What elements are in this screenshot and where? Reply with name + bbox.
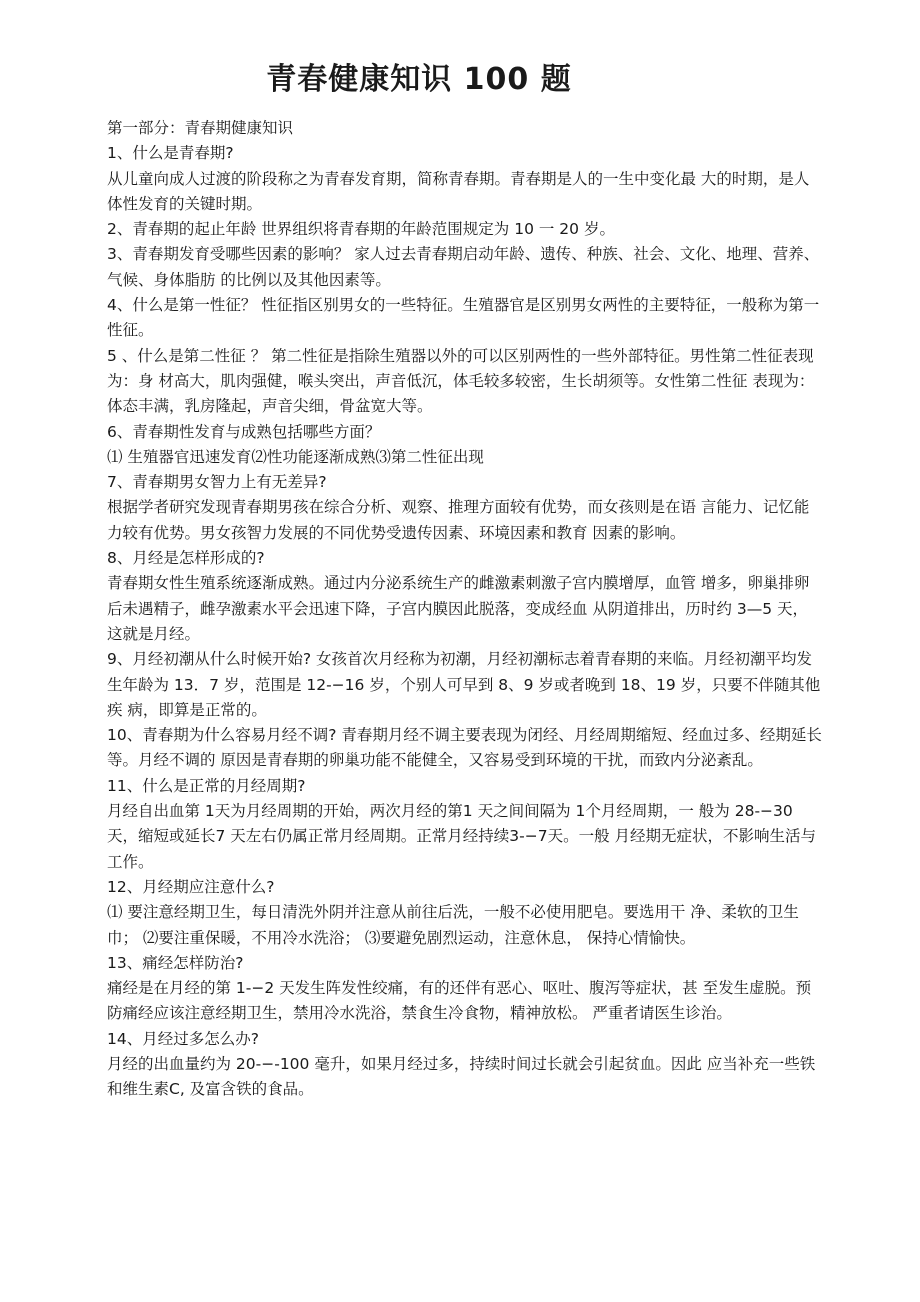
question-1: 1、什么是青春期? [107, 144, 234, 163]
answer-13: 痛经是在月经的第 1-−2 天发生阵发性绞痛，有的还伴有恶心、呕吐、腹泻等症状，甚 至发生虚脱。预防痛经应该注意经期卫生，禁用冷水洗浴，禁食生冷食物，精神放松。 严重者请医生诊治。 [107, 979, 812, 1023]
question-6: 6、青春期性发育与成熟包括哪些方面？ [107, 422, 381, 441]
question-8: 8、月经是怎样形成的? [107, 549, 265, 568]
question-9: 9、月经初潮从什么时候开始? 女孩首次月经称为初潮，月经初潮标志着青春期的来临。月经初潮平均发生年龄为 13．7 岁，范围是 12-−16 岁，个别人可早到 8、9 岁或者晚到 18、19 岁，只要不伴随其他疾 病，即算是正常的。 [107, 650, 821, 719]
document-body [107, 116, 823, 1103]
question-4: 4、什么是第一性征？ 性征指区别男女的一些特征。生殖器官是区别男女两性的主要特征，一般称为第一性征。 [107, 296, 820, 340]
question-12: 12、月经期应注意什么? [107, 877, 275, 896]
section-heading: 第一部分：青春期健康知识 [107, 119, 294, 137]
question-7: 7、青春期男女智力上有无差异? [107, 473, 327, 492]
question-3: 3、青春期发育受哪些因素的影响？ 家人过去青春期启动年龄、遗传、种族、社会、文化、地理、营养、气候、身体脂肪 的比例以及其他因素等。 [107, 245, 820, 289]
answer-12: ⑴ 要注意经期卫生，每日清洗外阴并注意从前往后洗，一般不必使用肥皂。要选用干 净、柔软的卫生巾； ⑵要注重保暖，不用冷水洗浴； ⑶要避免剧烈运动，注意休息， 保持心情愉快。 [107, 903, 799, 947]
question-10: 10、青春期为什么容易月经不调? 青春期月经不调主要表现为闭经、月经周期缩短、经血过多、经期延长等。月经不调的 原因是青春期的卵巢功能不能健全，又容易受到环境的干扰，而致内分泌紊乱。 [107, 726, 822, 770]
answer-7: 根据学者研究发现青春期男孩在综合分析、观察、推理方面较有优势，而女孩则是在语 言能力、记忆能力较有优势。男女孩智力发展的不同优势受遗传因素、环境因素和教育 因素的影响。 [107, 498, 810, 542]
question-13: 13、痛经怎样防治? [107, 953, 244, 972]
answer-1: 从儿童向成人过渡的阶段称之为青春发育期，简称青春期。青春期是人的一生中变化最 大的时期，是人体性发育的关键时期。 [107, 169, 810, 213]
question-2: 2、青春期的起止年龄 世界组织将青春期的年龄范围规定为 10 一 20 岁。 [107, 220, 615, 239]
question-11: 11、什么是正常的月经周期? [107, 776, 306, 795]
document-title: 青春健康知识 100 题 [266, 62, 572, 97]
answer-6: ⑴ 生殖器官迅速发育⑵性功能逐渐成熟⑶第二性征出现 [107, 447, 484, 466]
question-5: 5 、什么是第二性征 ？ 第二性征是指除生殖器以外的可以区别两性的一些外部特征。男性第二性征表现为：身 材高大，肌肉强健，喉头突出，声音低沉，体毛较多较密，生长胡须等。女性第二性征 表现为：体态丰满，乳房隆起，声音尖细，骨盆宽大等。 [107, 346, 815, 416]
answer-8: 青春期女性生殖系统逐渐成熟。通过内分泌系统生产的雌激素刺激子宫内膜增厚，血管 增多，卵巢排卵后未遇精子，雌孕激素水平会迅速下降，子宫内膜因此脱落，变成经血 从阴道排出，历时约 3—5 天，这就是月经。 [107, 574, 810, 643]
question-14: 14、月经过多怎么办? [107, 1029, 259, 1048]
answer-14: 月经的出血量约为 20-−-100 毫升，如果月经过多，持续时间过长就会引起贫血。因此 应当补充一些铁和维生素C, 及富含铁的食品。 [107, 1054, 816, 1099]
answer-11: 月经自出血第 1天为月经周期的开始，两次月经的第1 天之间间隔为 1个月经周期，一 般为 28-−30 天，缩短或延长7 天左右仍属正常月经周期。正常月经持续3-−7天。一般 月经期无症状，不影响生活与工作。 [107, 802, 817, 871]
